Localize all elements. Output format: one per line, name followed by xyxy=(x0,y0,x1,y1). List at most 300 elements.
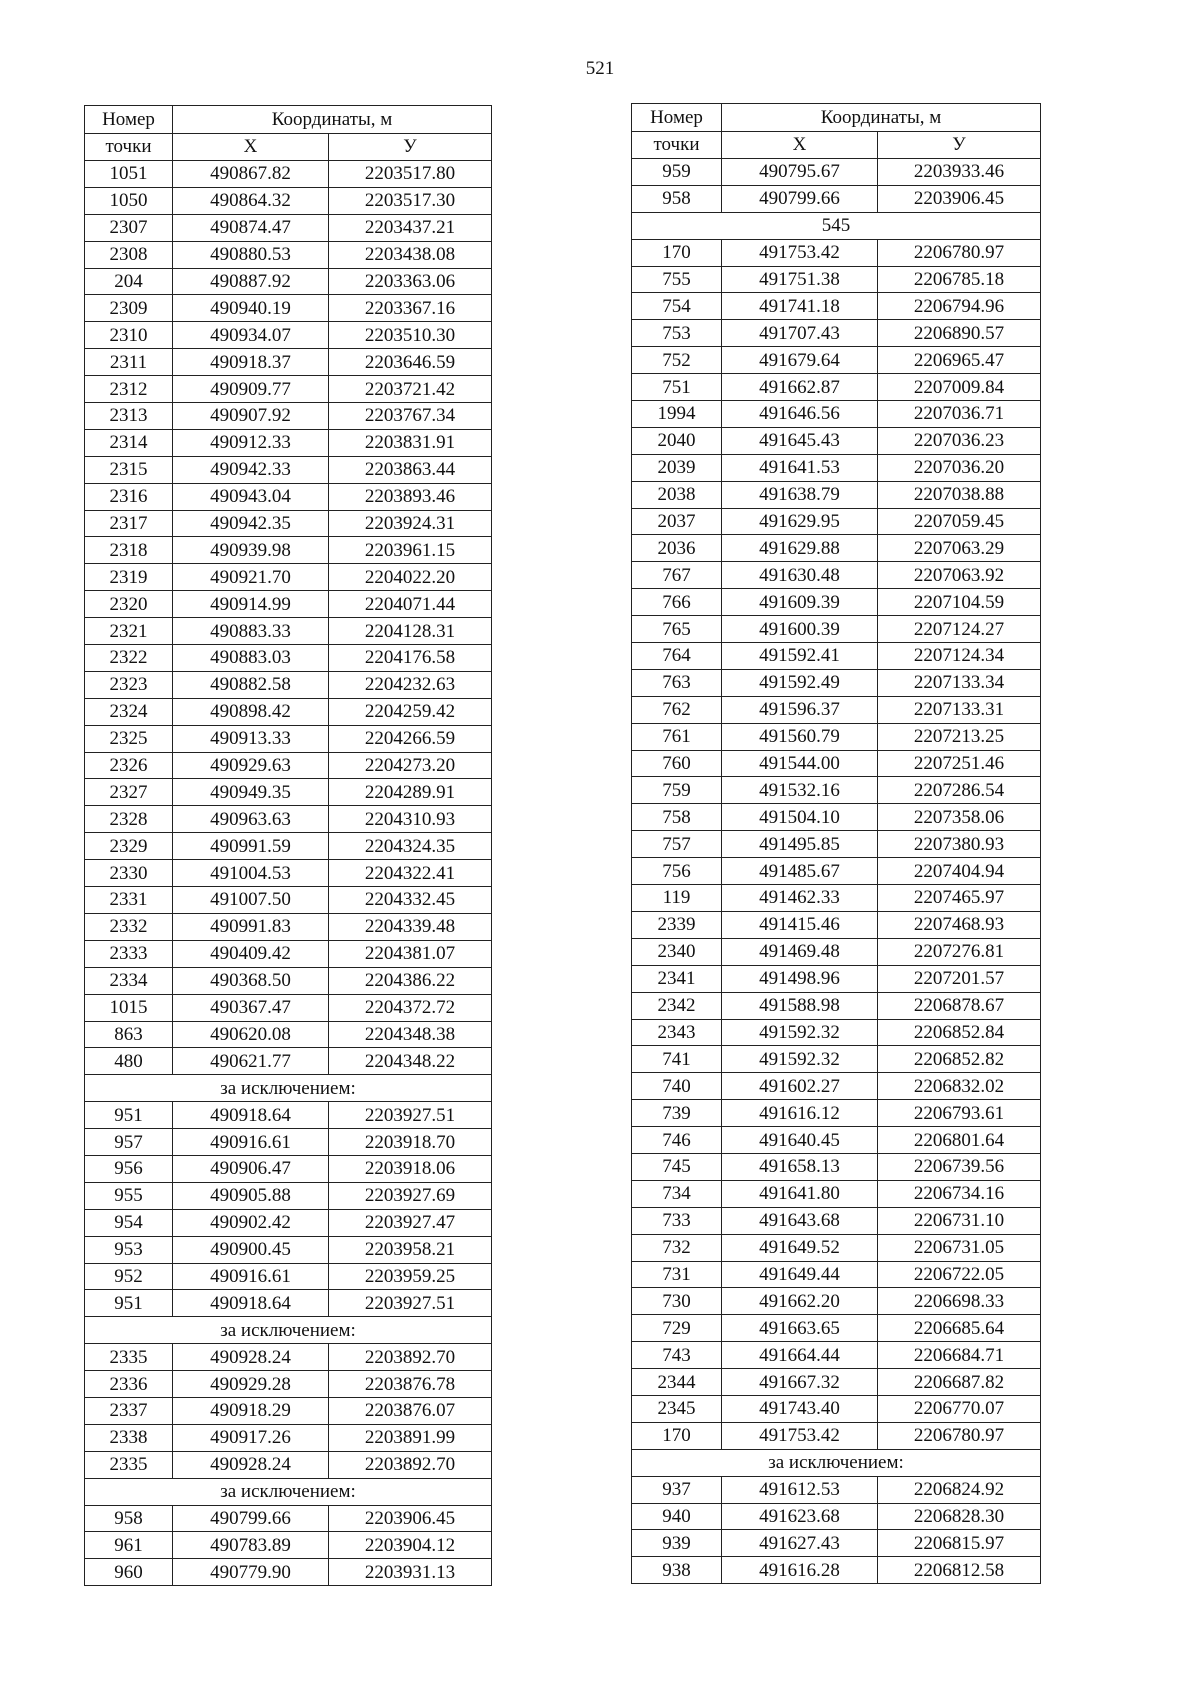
header-point: Номер xyxy=(632,104,722,132)
header-row-1 xyxy=(85,106,492,134)
table-row xyxy=(85,187,492,214)
table-row xyxy=(632,1100,1041,1127)
point-number: 1050 xyxy=(85,187,173,214)
coord-y: 2204348.38 xyxy=(329,1021,492,1048)
coord-y: 2207201.57 xyxy=(878,965,1041,992)
coord-x: 490909.77 xyxy=(173,376,329,403)
page-number: 521 xyxy=(585,58,615,79)
coord-x: 491532.16 xyxy=(722,777,878,804)
table-row xyxy=(85,913,492,940)
coord-x: 490916.61 xyxy=(173,1263,329,1290)
coord-x: 491629.95 xyxy=(722,508,878,535)
coord-y: 2207124.34 xyxy=(878,643,1041,670)
coord-x: 491560.79 xyxy=(722,723,878,750)
coord-x: 491602.27 xyxy=(722,1073,878,1100)
table-row xyxy=(632,562,1041,589)
header-row-1 xyxy=(632,104,1041,132)
point-number: 170 xyxy=(632,1422,722,1449)
coord-y: 2206770.07 xyxy=(878,1395,1041,1422)
point-number: 755 xyxy=(632,266,722,293)
point-number: 951 xyxy=(85,1290,173,1317)
table-row xyxy=(632,1261,1041,1288)
table-row xyxy=(85,1263,492,1290)
coord-y: 2207063.92 xyxy=(878,562,1041,589)
table-row xyxy=(632,965,1041,992)
coord-x: 490928.24 xyxy=(173,1344,329,1371)
point-number: 2315 xyxy=(85,456,173,483)
table-row xyxy=(85,1129,492,1156)
coord-y: 2206734.16 xyxy=(878,1180,1041,1207)
point-number: 2337 xyxy=(85,1397,173,1424)
table-row xyxy=(632,669,1041,696)
coord-y: 2206824.92 xyxy=(878,1476,1041,1503)
point-number: 2316 xyxy=(85,483,173,510)
coord-y: 2206965.47 xyxy=(878,347,1041,374)
coord-y: 2207038.88 xyxy=(878,481,1041,508)
point-number: 760 xyxy=(632,750,722,777)
coord-x: 491504.10 xyxy=(722,804,878,831)
coord-x: 491596.37 xyxy=(722,696,878,723)
coord-x: 490367.47 xyxy=(173,994,329,1021)
point-number: 756 xyxy=(632,858,722,885)
point-number: 765 xyxy=(632,616,722,643)
coord-x: 490880.53 xyxy=(173,241,329,268)
coord-x: 490949.35 xyxy=(173,779,329,806)
coord-y: 2203892.70 xyxy=(329,1451,492,1478)
point-number: 2308 xyxy=(85,241,173,268)
point-number: 960 xyxy=(85,1559,173,1586)
point-number: 961 xyxy=(85,1532,173,1559)
coord-x: 491469.48 xyxy=(722,938,878,965)
coord-x: 491638.79 xyxy=(722,481,878,508)
coord-x: 491645.43 xyxy=(722,427,878,454)
point-number: 2036 xyxy=(632,535,722,562)
coord-y: 2203924.31 xyxy=(329,510,492,537)
coord-x: 490963.63 xyxy=(173,806,329,833)
coord-x: 491623.68 xyxy=(722,1503,878,1530)
coord-x: 491415.46 xyxy=(722,911,878,938)
coord-x: 490779.90 xyxy=(173,1559,329,1586)
coord-y: 2206731.10 xyxy=(878,1207,1041,1234)
coord-x: 490799.66 xyxy=(722,185,878,212)
point-number: 2335 xyxy=(85,1451,173,1478)
coord-y: 2203437.21 xyxy=(329,214,492,241)
point-number: 2040 xyxy=(632,427,722,454)
coord-x: 490939.98 xyxy=(173,537,329,564)
coord-y: 2207036.23 xyxy=(878,427,1041,454)
point-number: 1051 xyxy=(85,161,173,188)
coord-y: 2207104.59 xyxy=(878,589,1041,616)
coord-y: 2207468.93 xyxy=(878,911,1041,938)
table-row xyxy=(632,401,1041,428)
point-number: 2336 xyxy=(85,1371,173,1398)
table-row xyxy=(632,1530,1041,1557)
table-row xyxy=(85,1397,492,1424)
coord-y: 2206852.84 xyxy=(878,1019,1041,1046)
point-number: 757 xyxy=(632,831,722,858)
table-row xyxy=(632,1476,1041,1503)
table-row xyxy=(85,564,492,591)
point-number: 1994 xyxy=(632,401,722,428)
coord-y: 2207133.31 xyxy=(878,696,1041,723)
table-row xyxy=(85,510,492,537)
point-number: 753 xyxy=(632,320,722,347)
coord-y: 2203927.47 xyxy=(329,1209,492,1236)
section-row xyxy=(85,1075,492,1102)
table-row xyxy=(632,535,1041,562)
point-number: 863 xyxy=(85,1021,173,1048)
table-row xyxy=(632,1422,1041,1449)
coord-x: 491649.44 xyxy=(722,1261,878,1288)
coord-y: 2207404.94 xyxy=(878,858,1041,885)
table-row xyxy=(85,725,492,752)
coord-y: 2204022.20 xyxy=(329,564,492,591)
table-row xyxy=(85,537,492,564)
coord-y: 2203517.30 xyxy=(329,187,492,214)
table-row xyxy=(85,967,492,994)
coord-y: 2206801.64 xyxy=(878,1127,1041,1154)
coord-y: 2206780.97 xyxy=(878,1422,1041,1449)
coord-x: 491707.43 xyxy=(722,320,878,347)
coord-y: 2203931.13 xyxy=(329,1559,492,1586)
coord-x: 490883.33 xyxy=(173,618,329,645)
table-row xyxy=(85,214,492,241)
table-row xyxy=(632,427,1041,454)
coord-x: 490905.88 xyxy=(173,1182,329,1209)
coord-x: 490918.29 xyxy=(173,1397,329,1424)
coord-y: 2203510.30 xyxy=(329,322,492,349)
point-number: 953 xyxy=(85,1236,173,1263)
coord-x: 491485.67 xyxy=(722,858,878,885)
table-row xyxy=(632,831,1041,858)
section-label: за исключением: xyxy=(85,1317,492,1344)
coord-y: 2203891.99 xyxy=(329,1424,492,1451)
section-label: 545 xyxy=(632,212,1041,239)
point-number: 762 xyxy=(632,696,722,723)
coord-x: 490409.42 xyxy=(173,940,329,967)
point-number: 204 xyxy=(85,268,173,295)
coord-x: 490887.92 xyxy=(173,268,329,295)
section-label: за исключением: xyxy=(632,1449,1041,1476)
point-number: 741 xyxy=(632,1046,722,1073)
point-number: 740 xyxy=(632,1073,722,1100)
coord-y: 2206793.61 xyxy=(878,1100,1041,1127)
point-number: 2335 xyxy=(85,1344,173,1371)
coord-y: 2206685.64 xyxy=(878,1315,1041,1342)
point-number: 733 xyxy=(632,1207,722,1234)
coord-x: 490928.24 xyxy=(173,1451,329,1478)
table-row xyxy=(85,1182,492,1209)
point-number: 2341 xyxy=(632,965,722,992)
coord-x: 490942.33 xyxy=(173,456,329,483)
table-row xyxy=(632,1180,1041,1207)
point-number: 729 xyxy=(632,1315,722,1342)
point-number: 2307 xyxy=(85,214,173,241)
header-coordinates: Координаты, м xyxy=(173,106,492,134)
table-row xyxy=(85,1451,492,1478)
coord-x: 491462.33 xyxy=(722,885,878,912)
point-number: 2310 xyxy=(85,322,173,349)
point-number: 954 xyxy=(85,1209,173,1236)
coord-y: 2206815.97 xyxy=(878,1530,1041,1557)
coord-x: 490918.64 xyxy=(173,1102,329,1129)
table-row xyxy=(632,777,1041,804)
coord-y: 2207009.84 xyxy=(878,374,1041,401)
coord-y: 2206780.97 xyxy=(878,239,1041,266)
coord-x: 491588.98 xyxy=(722,992,878,1019)
table-row xyxy=(85,429,492,456)
table-row xyxy=(85,241,492,268)
coord-y: 2203906.45 xyxy=(329,1505,492,1532)
coord-y: 2206812.58 xyxy=(878,1557,1041,1584)
coord-y: 2207059.45 xyxy=(878,508,1041,535)
coord-x: 490874.47 xyxy=(173,214,329,241)
table-row xyxy=(85,483,492,510)
coord-y: 2206852.82 xyxy=(878,1046,1041,1073)
coord-x: 491592.49 xyxy=(722,669,878,696)
coord-y: 2203893.46 xyxy=(329,483,492,510)
point-number: 2331 xyxy=(85,887,173,914)
table-row xyxy=(85,1048,492,1075)
point-number: 2339 xyxy=(632,911,722,938)
coord-y: 2203904.12 xyxy=(329,1532,492,1559)
coord-x: 490621.77 xyxy=(173,1048,329,1075)
table-row xyxy=(632,1234,1041,1261)
point-number: 951 xyxy=(85,1102,173,1129)
point-number: 745 xyxy=(632,1153,722,1180)
point-number: 2038 xyxy=(632,481,722,508)
point-number: 2329 xyxy=(85,833,173,860)
point-number: 119 xyxy=(632,885,722,912)
point-number: 766 xyxy=(632,589,722,616)
point-number: 764 xyxy=(632,643,722,670)
coord-x: 490912.33 xyxy=(173,429,329,456)
coord-y: 2207036.71 xyxy=(878,401,1041,428)
point-number: 2340 xyxy=(632,938,722,965)
coord-y: 2207380.93 xyxy=(878,831,1041,858)
coord-y: 2206890.57 xyxy=(878,320,1041,347)
coord-x: 490991.59 xyxy=(173,833,329,860)
coord-y: 2206722.05 xyxy=(878,1261,1041,1288)
header-point: Номер xyxy=(85,106,173,134)
point-number: 2319 xyxy=(85,564,173,591)
table-row xyxy=(85,268,492,295)
point-number: 958 xyxy=(632,185,722,212)
point-number: 2318 xyxy=(85,537,173,564)
table-row xyxy=(85,1290,492,1317)
coord-y: 2206785.18 xyxy=(878,266,1041,293)
header-y: У xyxy=(878,131,1041,159)
coord-y: 2204381.07 xyxy=(329,940,492,967)
coord-y: 2203918.70 xyxy=(329,1129,492,1156)
coordinates-table-left xyxy=(84,105,492,1586)
point-number: 955 xyxy=(85,1182,173,1209)
coord-y: 2207063.29 xyxy=(878,535,1041,562)
point-number: 734 xyxy=(632,1180,722,1207)
coord-y: 2204266.59 xyxy=(329,725,492,752)
table-row xyxy=(632,1288,1041,1315)
coord-y: 2206828.30 xyxy=(878,1503,1041,1530)
point-number: 2037 xyxy=(632,508,722,535)
coord-y: 2204259.42 xyxy=(329,698,492,725)
table-row xyxy=(85,940,492,967)
section-row xyxy=(85,1317,492,1344)
point-number: 952 xyxy=(85,1263,173,1290)
point-number: 763 xyxy=(632,669,722,696)
coord-x: 491544.00 xyxy=(722,750,878,777)
section-label: за исключением: xyxy=(85,1478,492,1505)
table-row xyxy=(85,698,492,725)
coord-y: 2206731.05 xyxy=(878,1234,1041,1261)
coord-y: 2206794.96 xyxy=(878,293,1041,320)
coord-y: 2204128.31 xyxy=(329,618,492,645)
table-row xyxy=(85,860,492,887)
point-number: 2333 xyxy=(85,940,173,967)
table-row xyxy=(632,1369,1041,1396)
header-x: Х xyxy=(173,133,329,161)
section-row xyxy=(632,212,1041,239)
coord-x: 491007.50 xyxy=(173,887,329,914)
table-left-body xyxy=(85,106,492,1586)
coord-x: 491609.39 xyxy=(722,589,878,616)
coord-y: 2203961.15 xyxy=(329,537,492,564)
table-row xyxy=(632,239,1041,266)
coord-y: 2203927.51 xyxy=(329,1102,492,1129)
point-number: 2334 xyxy=(85,967,173,994)
table-row xyxy=(85,618,492,645)
coord-x: 490906.47 xyxy=(173,1155,329,1182)
header-coordinates: Координаты, м xyxy=(722,104,1041,132)
point-number: 751 xyxy=(632,374,722,401)
coord-y: 2203958.21 xyxy=(329,1236,492,1263)
point-number: 732 xyxy=(632,1234,722,1261)
coord-x: 491004.53 xyxy=(173,860,329,887)
table-row xyxy=(85,1532,492,1559)
coord-x: 490917.26 xyxy=(173,1424,329,1451)
table-row xyxy=(85,161,492,188)
coord-x: 491741.18 xyxy=(722,293,878,320)
coord-y: 2203831.91 xyxy=(329,429,492,456)
coord-x: 491629.88 xyxy=(722,535,878,562)
point-number: 2327 xyxy=(85,779,173,806)
coord-y: 2204176.58 xyxy=(329,645,492,672)
table-row xyxy=(85,645,492,672)
point-number: 754 xyxy=(632,293,722,320)
table-row xyxy=(632,1342,1041,1369)
coord-x: 490907.92 xyxy=(173,403,329,430)
coord-x: 490918.37 xyxy=(173,349,329,376)
coord-x: 491592.41 xyxy=(722,643,878,670)
table-row xyxy=(632,508,1041,535)
coord-y: 2203918.06 xyxy=(329,1155,492,1182)
point-number: 2322 xyxy=(85,645,173,672)
point-number: 2321 xyxy=(85,618,173,645)
point-number: 2314 xyxy=(85,429,173,456)
point-number: 957 xyxy=(85,1129,173,1156)
section-label: за исключением: xyxy=(85,1075,492,1102)
coord-x: 490913.33 xyxy=(173,725,329,752)
point-number: 761 xyxy=(632,723,722,750)
coord-y: 2206739.56 xyxy=(878,1153,1041,1180)
point-number: 2326 xyxy=(85,752,173,779)
point-number: 2311 xyxy=(85,349,173,376)
coord-x: 490991.83 xyxy=(173,913,329,940)
table-row xyxy=(632,293,1041,320)
table-row xyxy=(632,1153,1041,1180)
coord-x: 491753.42 xyxy=(722,239,878,266)
coord-y: 2207124.27 xyxy=(878,616,1041,643)
table-row xyxy=(632,374,1041,401)
table-row xyxy=(85,1209,492,1236)
coord-x: 490943.04 xyxy=(173,483,329,510)
coord-y: 2204386.22 xyxy=(329,967,492,994)
table-row xyxy=(85,295,492,322)
coord-y: 2207286.54 xyxy=(878,777,1041,804)
coord-y: 2207465.97 xyxy=(878,885,1041,912)
coord-y: 2204071.44 xyxy=(329,591,492,618)
table-row xyxy=(85,671,492,698)
point-number: 2309 xyxy=(85,295,173,322)
table-row xyxy=(85,1102,492,1129)
coord-x: 490918.64 xyxy=(173,1290,329,1317)
coord-y: 2207133.34 xyxy=(878,669,1041,696)
coord-x: 491658.13 xyxy=(722,1153,878,1180)
coord-x: 490882.58 xyxy=(173,671,329,698)
coord-y: 2207358.06 xyxy=(878,804,1041,831)
table-row xyxy=(632,1503,1041,1530)
point-number: 759 xyxy=(632,777,722,804)
table-row xyxy=(632,938,1041,965)
point-number: 959 xyxy=(632,159,722,186)
point-number: 2345 xyxy=(632,1395,722,1422)
coord-x: 490620.08 xyxy=(173,1021,329,1048)
coord-x: 490883.03 xyxy=(173,645,329,672)
table-row xyxy=(632,858,1041,885)
coordinates-table-right xyxy=(631,103,1041,1584)
table-row xyxy=(632,911,1041,938)
coord-x: 491600.39 xyxy=(722,616,878,643)
coord-x: 490900.45 xyxy=(173,1236,329,1263)
coord-y: 2203927.69 xyxy=(329,1182,492,1209)
table-row xyxy=(85,456,492,483)
point-number: 752 xyxy=(632,347,722,374)
table-row xyxy=(85,1424,492,1451)
coord-y: 2207251.46 xyxy=(878,750,1041,777)
coord-y: 2203876.07 xyxy=(329,1397,492,1424)
table-row xyxy=(632,750,1041,777)
point-number: 2323 xyxy=(85,671,173,698)
coord-y: 2204324.35 xyxy=(329,833,492,860)
coord-x: 491612.53 xyxy=(722,1476,878,1503)
header-row-2 xyxy=(632,131,1041,159)
coord-y: 2203933.46 xyxy=(878,159,1041,186)
table-row xyxy=(85,1344,492,1371)
coord-y: 2204372.72 xyxy=(329,994,492,1021)
coord-x: 491498.96 xyxy=(722,965,878,992)
coord-y: 2206687.82 xyxy=(878,1369,1041,1396)
coord-y: 2203959.25 xyxy=(329,1263,492,1290)
coord-y: 2204348.22 xyxy=(329,1048,492,1075)
coord-x: 491616.28 xyxy=(722,1557,878,1584)
header-point-2: точки xyxy=(85,133,173,161)
table-row xyxy=(85,1559,492,1586)
header-point-2: точки xyxy=(632,131,722,159)
coord-x: 491630.48 xyxy=(722,562,878,589)
table-row xyxy=(632,266,1041,293)
coord-x: 491662.87 xyxy=(722,374,878,401)
coord-x: 490783.89 xyxy=(173,1532,329,1559)
coord-x: 490867.82 xyxy=(173,161,329,188)
